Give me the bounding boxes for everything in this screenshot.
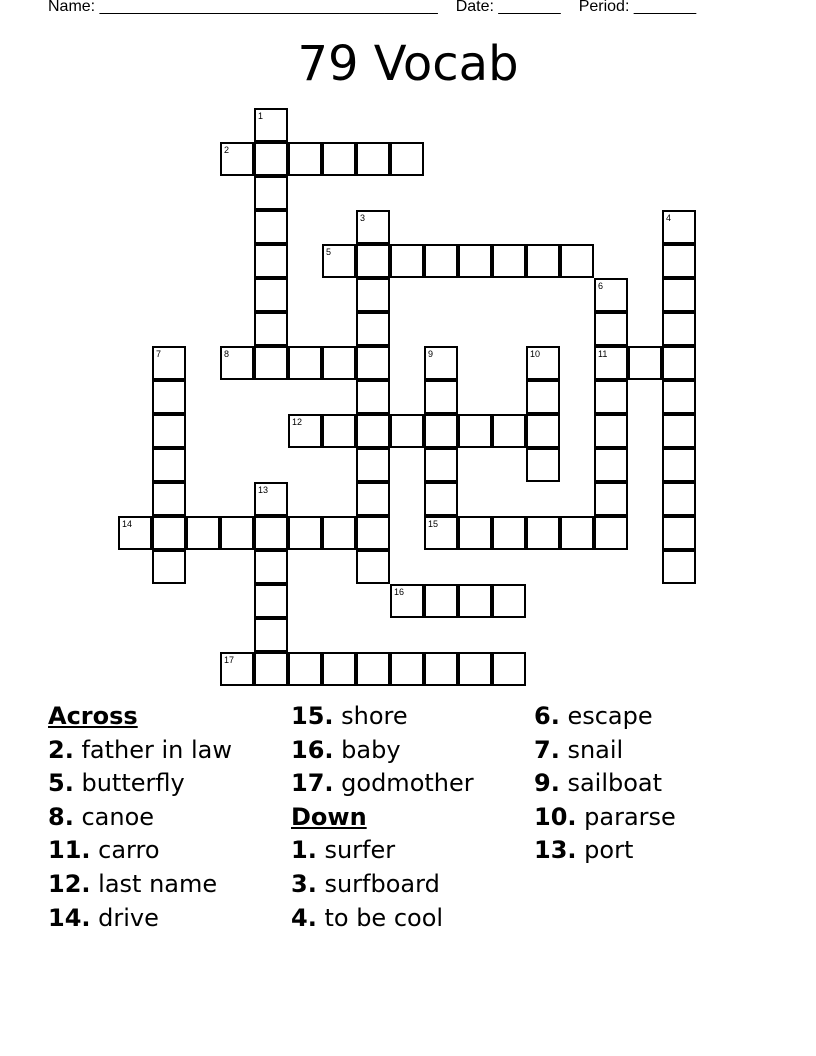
clue-number: 6. — [534, 702, 560, 730]
clue-column-1 — [48, 700, 232, 935]
crossword-cell[interactable] — [356, 142, 390, 176]
clue-down — [534, 801, 676, 835]
crossword-cell[interactable] — [526, 380, 560, 414]
clue-number: 5. — [48, 769, 74, 798]
crossword-cell[interactable] — [254, 482, 288, 516]
crossword-cell[interactable] — [662, 550, 696, 584]
crossword-cell[interactable] — [424, 414, 458, 448]
clue-number-label: 14 — [122, 519, 133, 529]
crossword-cell[interactable] — [254, 210, 288, 244]
crossword-cell[interactable] — [288, 414, 322, 448]
clue-down — [291, 868, 474, 902]
page-title: 79 Vocab — [297, 36, 519, 92]
crossword-cell[interactable] — [424, 448, 458, 482]
clue-text: last name — [98, 869, 218, 898]
clue-text: carro — [98, 836, 160, 865]
crossword-cell[interactable] — [560, 516, 594, 550]
date-field-label[interactable]: Date: _______ — [455, 0, 561, 15]
crossword-cell[interactable] — [662, 312, 696, 346]
crossword-cell[interactable] — [254, 550, 288, 584]
crossword-cell[interactable] — [458, 414, 492, 448]
crossword-cell[interactable] — [356, 210, 390, 244]
clue-down — [291, 834, 474, 868]
clue-text: butterfly — [81, 769, 185, 798]
crossword-cell[interactable] — [152, 482, 186, 516]
crossword-cell[interactable] — [458, 652, 492, 686]
crossword-cell[interactable] — [526, 244, 560, 278]
crossword-cell[interactable] — [390, 142, 424, 176]
clue-down — [534, 734, 676, 768]
crossword-cell[interactable] — [152, 380, 186, 414]
crossword-cell[interactable] — [356, 244, 390, 278]
crossword-cell[interactable] — [356, 278, 390, 312]
clue-number-label: 10 — [530, 349, 541, 359]
crossword-cell[interactable] — [322, 244, 356, 278]
clue-number-label: 7 — [156, 349, 162, 359]
clue-number: 8. — [48, 802, 74, 831]
crossword-cell[interactable] — [594, 414, 628, 448]
crossword-cell[interactable] — [492, 516, 526, 550]
clue-number-label: 1 — [258, 111, 264, 121]
down-heading: Down — [291, 802, 367, 831]
clue-text: canoe — [81, 802, 155, 831]
clue-text: baby — [341, 735, 401, 764]
crossword-cell[interactable] — [254, 584, 288, 618]
clue-text: shore — [341, 702, 408, 730]
clue-text: drive — [98, 903, 159, 932]
clue-number-label: 6 — [598, 281, 604, 291]
clue-text: surfboard — [324, 869, 440, 898]
crossword-cell[interactable] — [254, 244, 288, 278]
crossword-cell[interactable] — [526, 516, 560, 550]
clue-number-label: 13 — [258, 485, 269, 495]
crossword-cell[interactable] — [662, 380, 696, 414]
crossword-cell[interactable] — [220, 142, 254, 176]
crossword-cell[interactable] — [254, 108, 288, 142]
crossword-cell[interactable] — [254, 312, 288, 346]
clue-number: 7. — [534, 735, 560, 764]
crossword-cell[interactable] — [594, 482, 628, 516]
crossword-cell[interactable] — [356, 380, 390, 414]
clue-across — [291, 734, 474, 768]
crossword-cell[interactable] — [322, 652, 356, 686]
crossword-cell[interactable] — [322, 516, 356, 550]
clue-down — [534, 834, 676, 868]
clue-text: pararse — [584, 802, 676, 831]
crossword-cell[interactable] — [560, 244, 594, 278]
clue-number-label: 5 — [326, 247, 332, 257]
crossword-cell[interactable] — [662, 516, 696, 550]
crossword-cell[interactable] — [152, 550, 186, 584]
crossword-cell[interactable] — [594, 312, 628, 346]
crossword-cell[interactable] — [662, 278, 696, 312]
crossword-cell[interactable] — [118, 516, 152, 550]
clue-across — [48, 767, 232, 801]
crossword-cell[interactable] — [254, 618, 288, 652]
clue-number-label: 11 — [598, 349, 608, 359]
clue-number: 1. — [291, 836, 317, 865]
clue-number: 11. — [48, 836, 91, 865]
clue-number: 10. — [534, 802, 577, 831]
crossword-cell[interactable] — [662, 414, 696, 448]
clue-number: 14. — [48, 903, 91, 932]
crossword-cell[interactable] — [458, 584, 492, 618]
clue-number: 4. — [291, 903, 317, 932]
clue-number-label: 8 — [224, 349, 230, 359]
clue-number: 16. — [291, 735, 334, 764]
clue-number: 17. — [291, 769, 334, 798]
crossword-cell[interactable] — [356, 516, 390, 550]
crossword-cell[interactable] — [254, 176, 288, 210]
crossword-cell[interactable] — [526, 414, 560, 448]
crossword-cell[interactable] — [458, 516, 492, 550]
crossword-cell[interactable] — [152, 346, 186, 380]
clue-text: port — [584, 836, 634, 865]
crossword-cell[interactable] — [424, 584, 458, 618]
crossword-cell[interactable] — [220, 652, 254, 686]
crossword-cell[interactable] — [594, 346, 628, 380]
crossword-cell[interactable] — [254, 346, 288, 380]
clue-text: godmother — [341, 769, 474, 798]
crossword-cell[interactable] — [526, 346, 560, 380]
crossword-cell[interactable] — [662, 346, 696, 380]
crossword-cell[interactable] — [322, 414, 356, 448]
crossword-cell[interactable] — [356, 482, 390, 516]
crossword-cell[interactable] — [356, 652, 390, 686]
clue-number: 13. — [534, 836, 577, 865]
clue-number-label: 2 — [224, 145, 230, 155]
crossword-cell[interactable] — [220, 516, 254, 550]
clue-number-label: 4 — [666, 213, 672, 223]
crossword-cell[interactable] — [152, 414, 186, 448]
crossword-cell[interactable] — [424, 380, 458, 414]
crossword-cell[interactable] — [594, 278, 628, 312]
crossword-cell[interactable] — [424, 244, 458, 278]
crossword-cell[interactable] — [424, 346, 458, 380]
clue-down — [534, 700, 676, 734]
crossword-cell[interactable] — [356, 550, 390, 584]
clue-number-label: 17 — [224, 655, 235, 665]
clue-down — [291, 902, 474, 936]
crossword-cell[interactable] — [662, 448, 696, 482]
crossword-cell[interactable] — [356, 414, 390, 448]
clue-across — [48, 801, 232, 835]
crossword-cell[interactable] — [594, 380, 628, 414]
clue-column-3 — [534, 700, 676, 868]
clue-number: 2. — [48, 735, 74, 764]
clue-text: surfer — [324, 836, 396, 865]
clue-down — [534, 767, 676, 801]
clue-across — [291, 767, 474, 801]
clue-number-label: 3 — [360, 213, 366, 223]
crossword-cell[interactable] — [390, 584, 424, 618]
clue-number: 12. — [48, 869, 91, 898]
crossword-cell[interactable] — [152, 516, 186, 550]
crossword-cell[interactable] — [356, 346, 390, 380]
crossword-cell[interactable] — [254, 278, 288, 312]
clue-number: 3. — [291, 869, 317, 898]
clue-text: father in law — [81, 735, 233, 764]
clue-text: sailboat — [567, 769, 663, 798]
clue-across — [291, 700, 474, 734]
clue-column-2 — [291, 700, 474, 935]
clue-across — [48, 834, 232, 868]
crossword-cell[interactable] — [322, 346, 356, 380]
clue-number: 15. — [291, 702, 334, 730]
clue-number-label: 9 — [428, 349, 434, 359]
crossword-cell[interactable] — [662, 482, 696, 516]
crossword-cell[interactable] — [662, 244, 696, 278]
crossword-cell[interactable] — [186, 516, 220, 550]
clue-number-label: 15 — [428, 519, 439, 529]
crossword-cell[interactable] — [356, 448, 390, 482]
crossword-cell[interactable] — [288, 346, 322, 380]
crossword-cell[interactable] — [424, 482, 458, 516]
crossword-cell[interactable] — [492, 244, 526, 278]
clue-across — [48, 902, 232, 936]
crossword-cell[interactable] — [594, 448, 628, 482]
crossword-cell[interactable] — [322, 142, 356, 176]
crossword-cell[interactable] — [492, 414, 526, 448]
crossword-cell[interactable] — [594, 516, 628, 550]
crossword-cell[interactable] — [424, 516, 458, 550]
clue-number-label: 12 — [292, 417, 303, 427]
crossword-cell[interactable] — [254, 516, 288, 550]
crossword-cell[interactable] — [526, 448, 560, 482]
clue-across — [48, 734, 232, 768]
clue-text: to be cool — [324, 903, 444, 932]
crossword-cell[interactable] — [288, 652, 322, 686]
crossword-cell[interactable] — [220, 346, 254, 380]
crossword-cell[interactable] — [424, 652, 458, 686]
crossword-cell[interactable] — [288, 142, 322, 176]
crossword-cell[interactable] — [390, 414, 424, 448]
crossword-cell[interactable] — [458, 244, 492, 278]
clue-across — [48, 868, 232, 902]
crossword-cell[interactable] — [254, 652, 288, 686]
crossword-cell[interactable] — [254, 142, 288, 176]
period-field-label[interactable]: Period: _______ — [578, 0, 697, 15]
clue-text: snail — [567, 735, 624, 764]
clue-text: escape — [567, 702, 653, 730]
crossword-cell[interactable] — [662, 210, 696, 244]
clue-number: 9. — [534, 769, 560, 798]
name-field-label[interactable]: Name: ______________________________________ — [48, 0, 438, 15]
across-heading: Across — [48, 702, 138, 730]
crossword-cell[interactable] — [390, 244, 424, 278]
crossword-cell[interactable] — [390, 652, 424, 686]
clue-number-label: 16 — [394, 587, 405, 597]
crossword-cell[interactable] — [628, 346, 662, 380]
crossword-cell[interactable] — [288, 516, 322, 550]
crossword-cell[interactable] — [356, 312, 390, 346]
crossword-cell[interactable] — [152, 448, 186, 482]
crossword-cell[interactable] — [492, 652, 526, 686]
crossword-cell[interactable] — [492, 584, 526, 618]
